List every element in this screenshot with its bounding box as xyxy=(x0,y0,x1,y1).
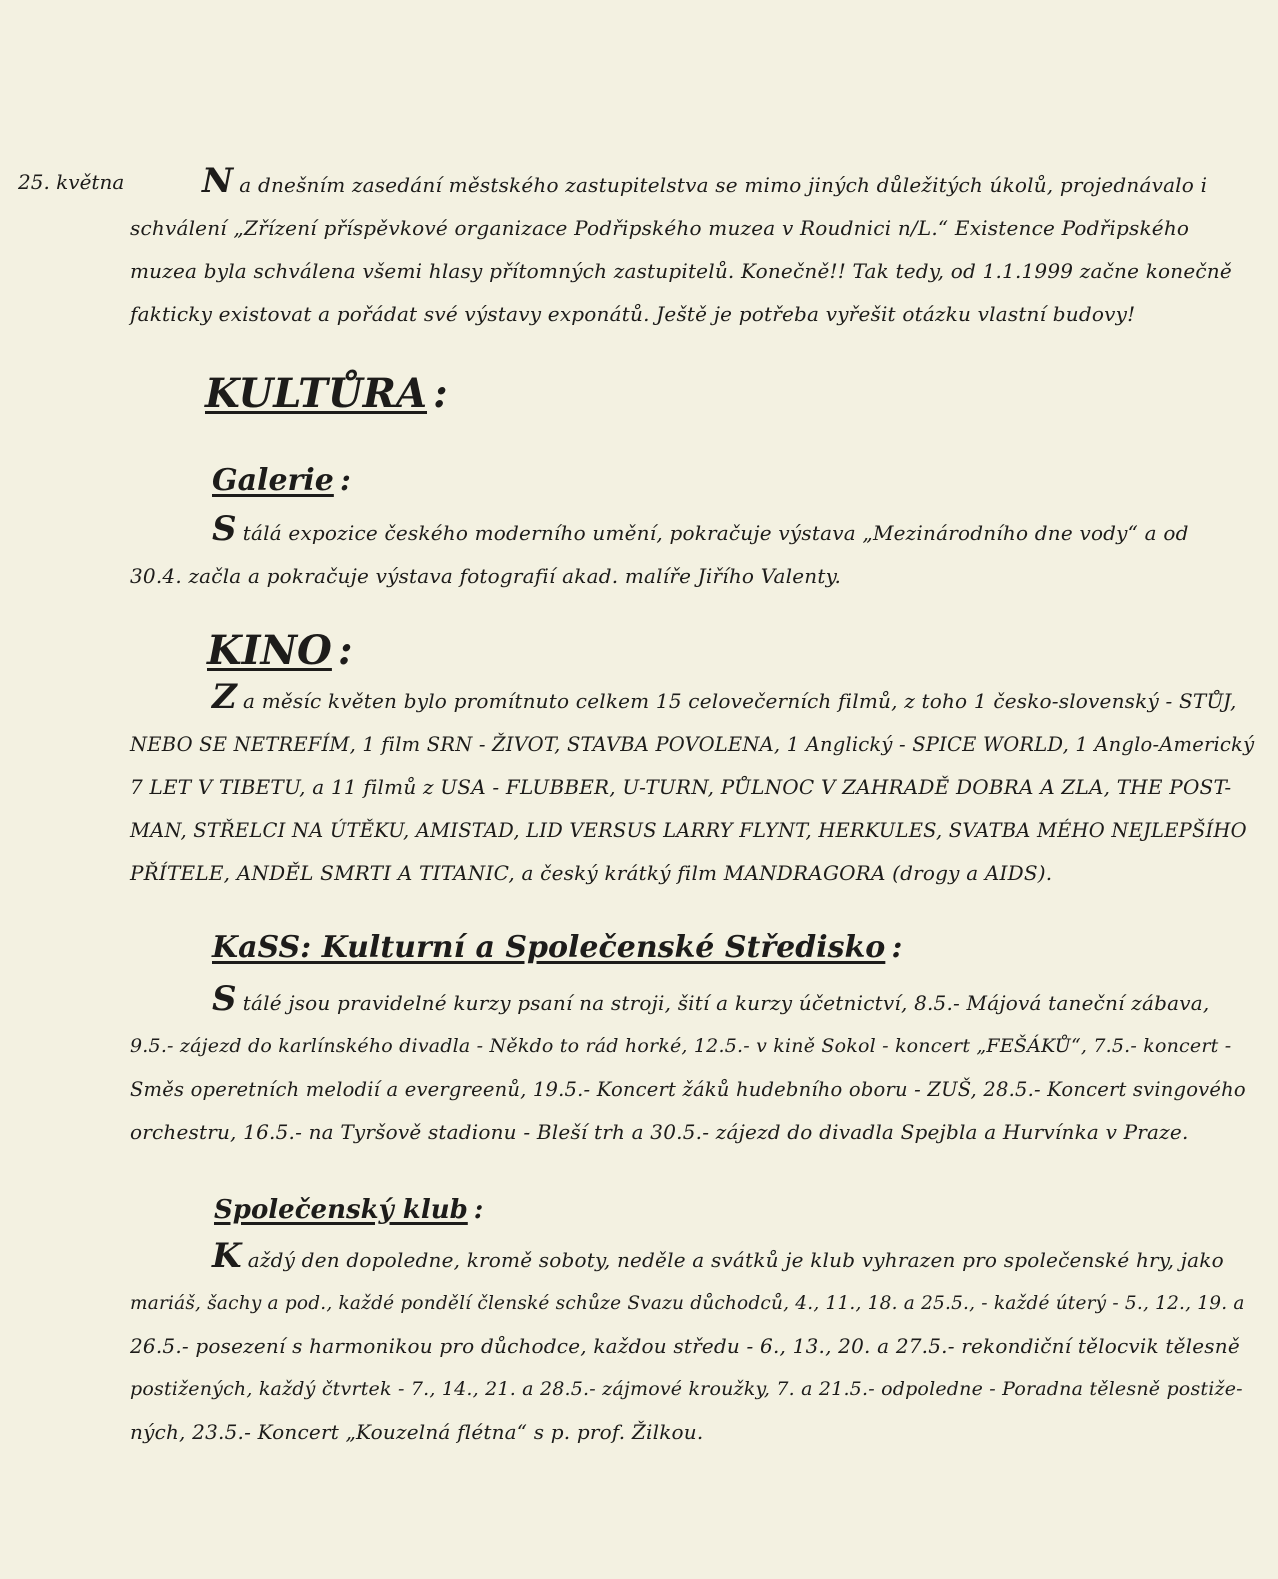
margin-date: 25. května xyxy=(18,170,125,194)
kino-line-4: MAN, STŘELCI NA ÚTĚKU, AMISTAD, LID VERSUS LARRY FLYNT, HERKULES, SVATBA MÉHO NEJLEPŠÍHO xyxy=(130,819,1247,842)
kino-line-5: PŘÍTELE, ANDĚL SMRTI A TITANIC, a český krátký film MANDRAGORA (drogy a AIDS). xyxy=(130,861,1053,885)
kino-line-1: Za měsíc květen bylo promítnuto celkem 15 celovečerních filmů, z toho 1 česko-slovenský - STŮJ, xyxy=(212,677,1237,717)
galerie-paragraph xyxy=(130,508,1245,598)
kino-line-2: NEBO SE NETREFÍM, 1 film SRN - ŽIVOT, STAVBA POVOLENA, 1 Anglický - SPICE WORLD, 1 Anglo-Americký xyxy=(130,733,1255,756)
klub-line-4: postižených, každý čtvrtek - 7., 14., 21. a 28.5.- zájmové kroužky, 7. a 21.5.- odpoledne - Poradna tělesně postiže- xyxy=(130,1378,1243,1400)
heading-galerie: Galerie : xyxy=(212,463,351,498)
klub-paragraph xyxy=(130,1235,1245,1454)
kass-line-2: 9.5.- zájezd do karlínského divadla - Někdo to rád horké, 12.5.- v kině Sokol - koncert „FEŠÁKŮ“, 7.5.- koncert - xyxy=(130,1035,1232,1057)
klub-dropcap: K xyxy=(212,1236,242,1276)
heading-klub: Společenský klub : xyxy=(214,1195,484,1225)
klub-line-2: mariáš, šachy a pod., každé pondělí členské schůze Svazu důchodců, 4., 11., 18. a 25.5., - každé úterý - 5., 12., 19. a xyxy=(130,1293,1245,1314)
klub-line-1: Každý den dopoledne, kromě soboty, neděle a svátků je klub vyhrazen pro společenské hry, jako xyxy=(212,1236,1224,1276)
intro-line-4: fakticky existovat a pořádat své výstavy exponátů. Ještě je potřeba vyřešit otázku vlastní budovy! xyxy=(130,302,1136,326)
kino-paragraph xyxy=(130,676,1255,895)
galerie-dropcap: S xyxy=(212,509,237,549)
heading-kino: KINO : xyxy=(207,627,353,674)
intro-paragraph xyxy=(130,160,1245,336)
kass-line-4: orchestru, 16.5.- na Tyršově stadionu - Bleší trh a 30.5.- zájezd do divadla Spejbla a Hurvínka v Praze. xyxy=(130,1120,1189,1144)
kass-paragraph xyxy=(130,978,1245,1154)
kino-line-3: 7 LET V TIBETU, a 11 filmů z USA - FLUBBER, U-TURN, PŮLNOC V ZAHRADĚ DOBRA A ZLA, THE POST- xyxy=(130,775,1232,799)
kass-line-1: Stálé jsou pravidelné kurzy psaní na stroji, šití a kurzy účetnictví, 8.5.- Májová taneční zábava, xyxy=(212,979,1210,1019)
intro-line-1: Na dnešním zasedání městského zastupitelstva se mimo jiných důležitých úkolů, projednávalo i xyxy=(202,161,1208,201)
heading-kass: KaSS: Kulturní a Společenské Středisko : xyxy=(212,930,903,965)
klub-line-3: 26.5.- posezení s harmonikou pro důchodce, každou středu - 6., 13., 20. a 27.5.- rekondiční tělocvik tělesně xyxy=(130,1334,1240,1358)
klub-line-5: ných, 23.5.- Koncert „Kouzelná flétna“ s p. prof. Žilkou. xyxy=(130,1420,704,1444)
kass-dropcap: S xyxy=(212,979,237,1019)
intro-line-3: muzea byla schválena všemi hlasy přítomných zastupitelů. Konečně!! Tak tedy, od 1.1.1999 začne konečně xyxy=(130,259,1232,283)
kass-line-3: Směs operetních melodií a evergreenů, 19.5.- Koncert žáků hudebního oboru - ZUŠ, 28.5.- Koncert svingového xyxy=(130,1078,1246,1101)
heading-kultura: KULTŮRA : xyxy=(205,370,448,417)
galerie-line-1: Stálá expozice českého moderního umění, pokračuje výstava „Mezinárodního dne vody“ a od xyxy=(212,509,1189,549)
galerie-line-2: 30.4. začla a pokračuje výstava fotografií akad. malíře Jiřího Valenty. xyxy=(130,564,842,588)
intro-dropcap: N xyxy=(202,161,234,201)
kino-dropcap: Z xyxy=(212,677,238,717)
intro-line-2: schválení „Zřízení příspěvkové organizace Podřipského muzea v Roudnici n/L.“ Existence Podřipského xyxy=(130,216,1190,240)
